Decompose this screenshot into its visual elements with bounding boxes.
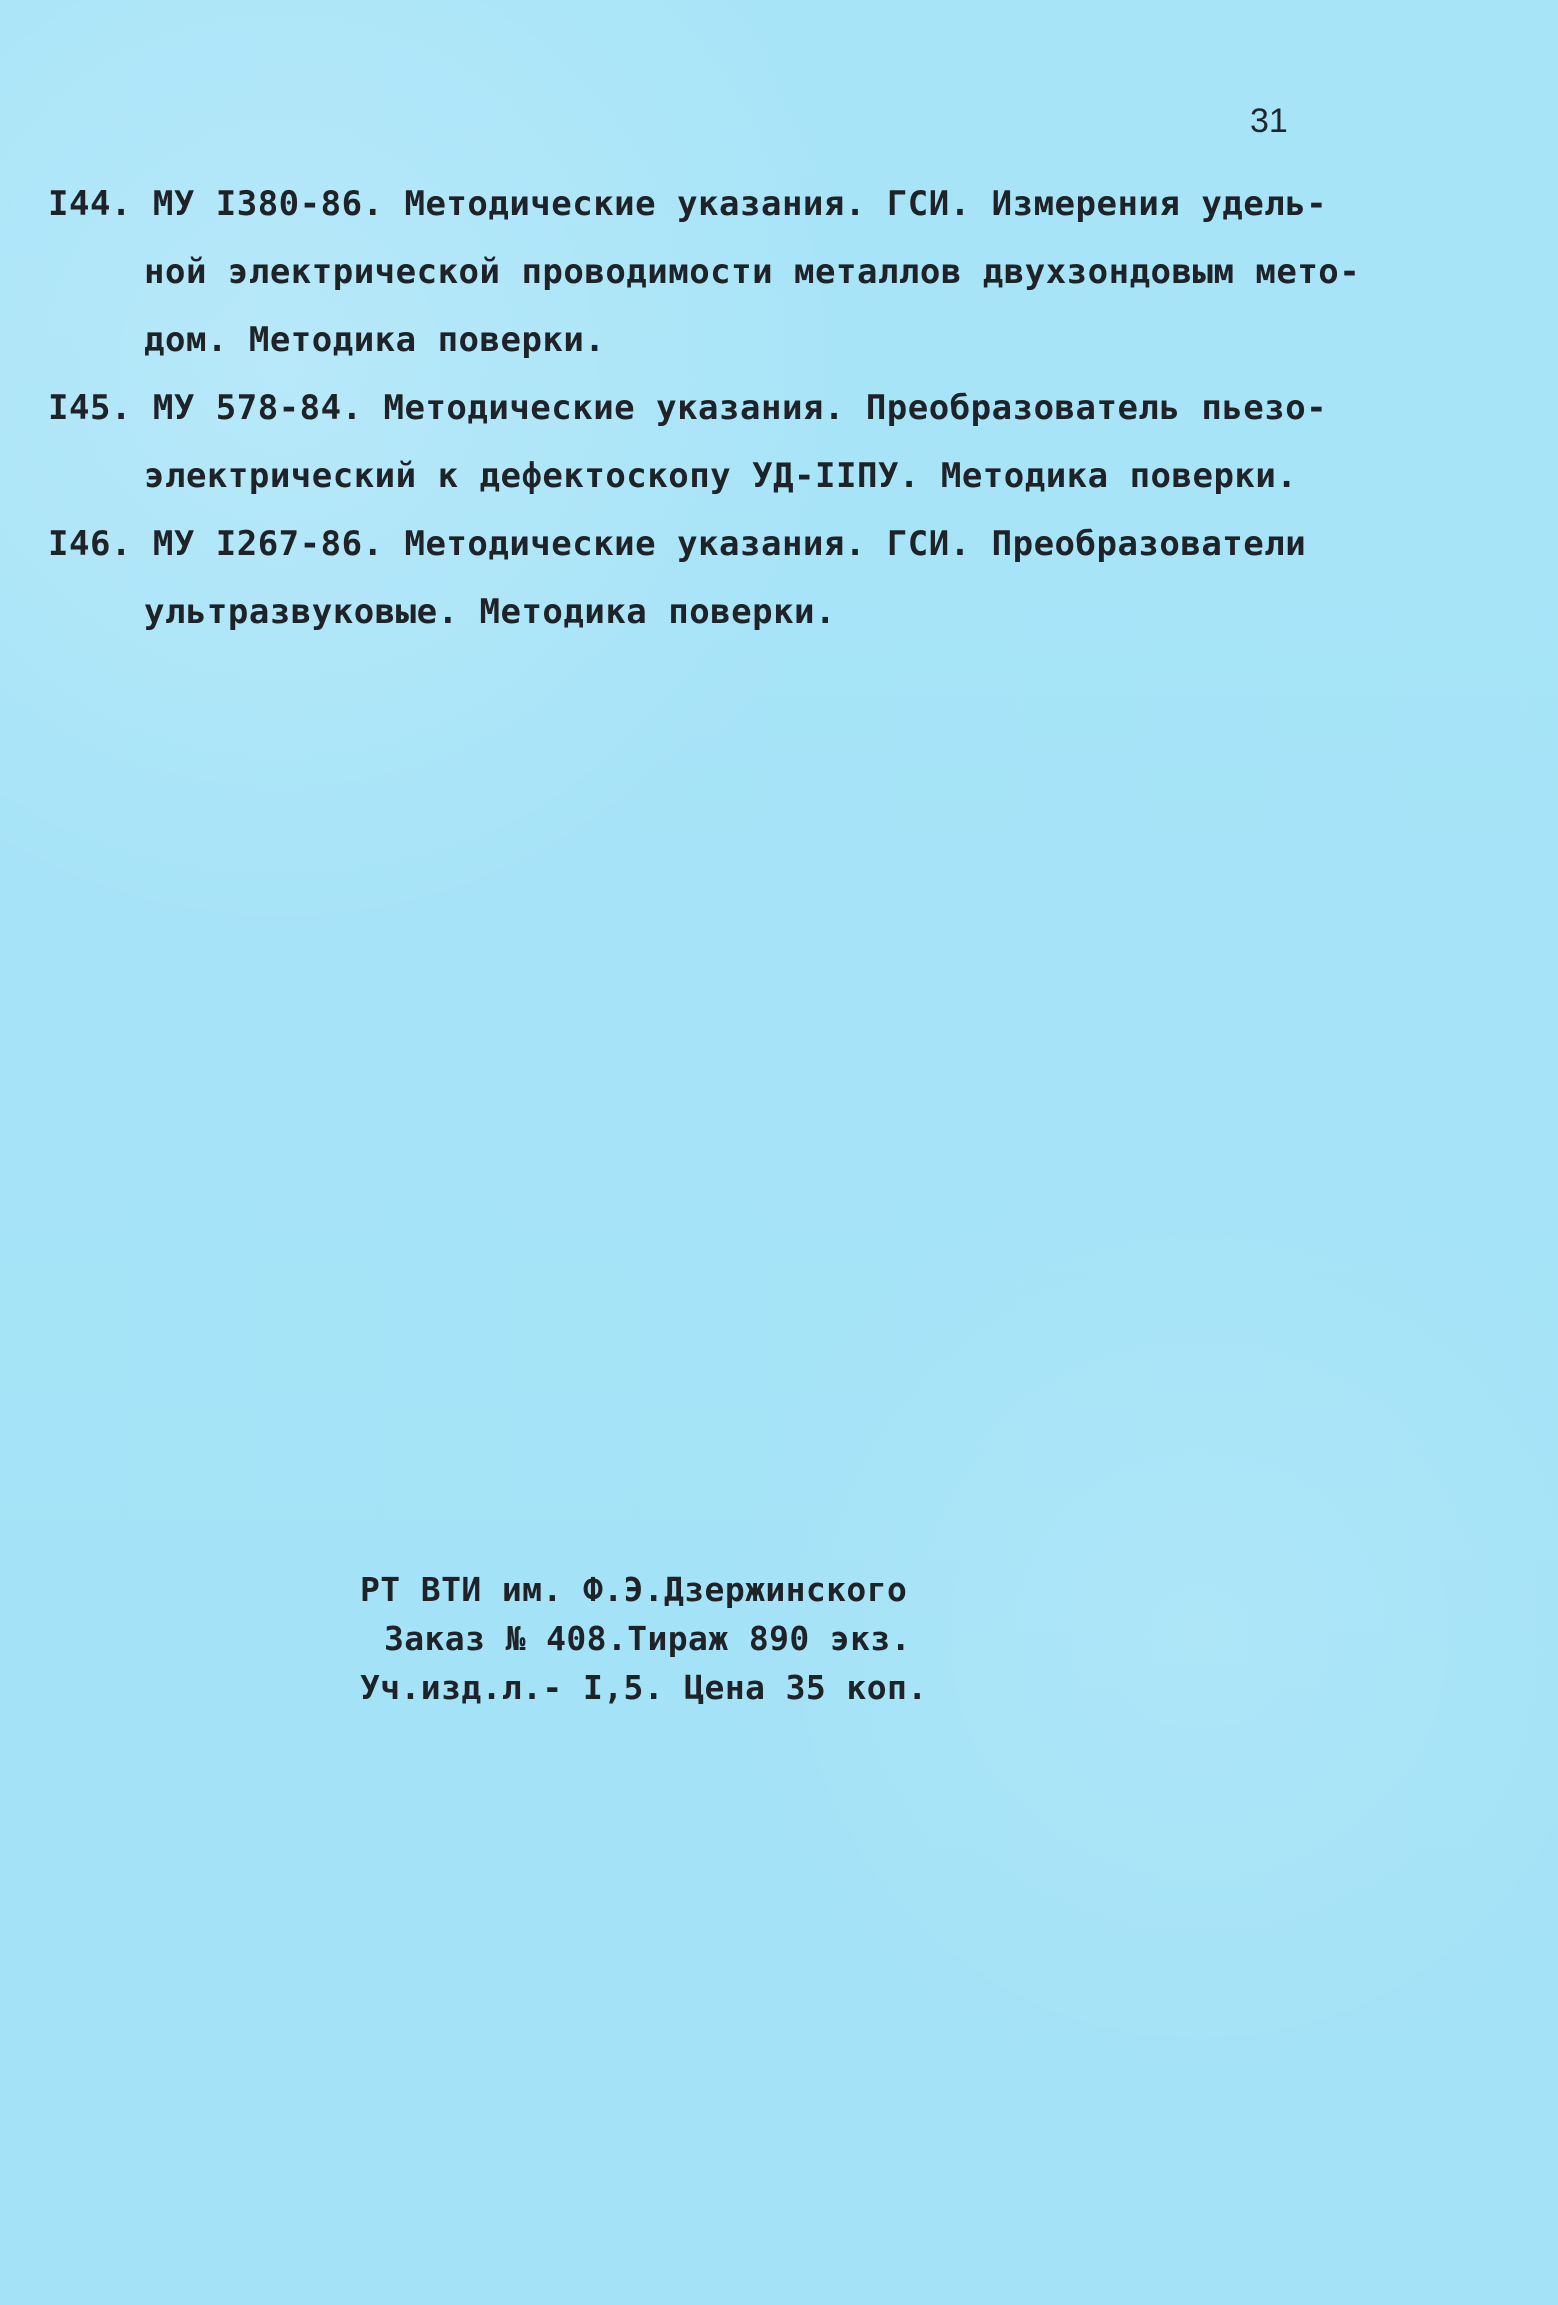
page-number: 31	[1250, 102, 1288, 140]
order-circulation-line: Заказ № 408.Тираж 890 экз.	[384, 1619, 911, 1658]
reference-144-line-2: ной электрической проводимости металлов двухзондовым мето-	[144, 252, 1361, 292]
reference-145-line-2: электрический к дефектоскопу УД-IIПУ. Методика поверки.	[144, 456, 1298, 496]
price-line: Уч.изд.л.- I,5. Цена 35 коп.	[360, 1668, 928, 1707]
reference-144-line-3: дом. Методика поверки.	[144, 320, 606, 360]
reference-entry-146	[48, 510, 1343, 646]
references-list	[48, 170, 1361, 646]
publication-footer	[360, 1565, 1000, 1712]
reference-entry-144	[48, 170, 1361, 374]
reference-146-line-1: I46. МУ I267-86. Методические указания. ГСИ. Преобразователи	[48, 524, 1307, 564]
reference-146-line-2: ультразвуковые. Методика поверки.	[144, 592, 837, 632]
reference-entry-145	[48, 374, 1343, 510]
reference-144-line-1: I44. МУ I380-86. Методические указания. ГСИ. Измерения удель-	[48, 184, 1328, 224]
publisher-line: РТ ВТИ им. Ф.Э.Дзержинского	[360, 1570, 908, 1609]
reference-145-line-1: I45. МУ 578-84. Методические указания. Преобразователь пьезо-	[48, 388, 1328, 428]
